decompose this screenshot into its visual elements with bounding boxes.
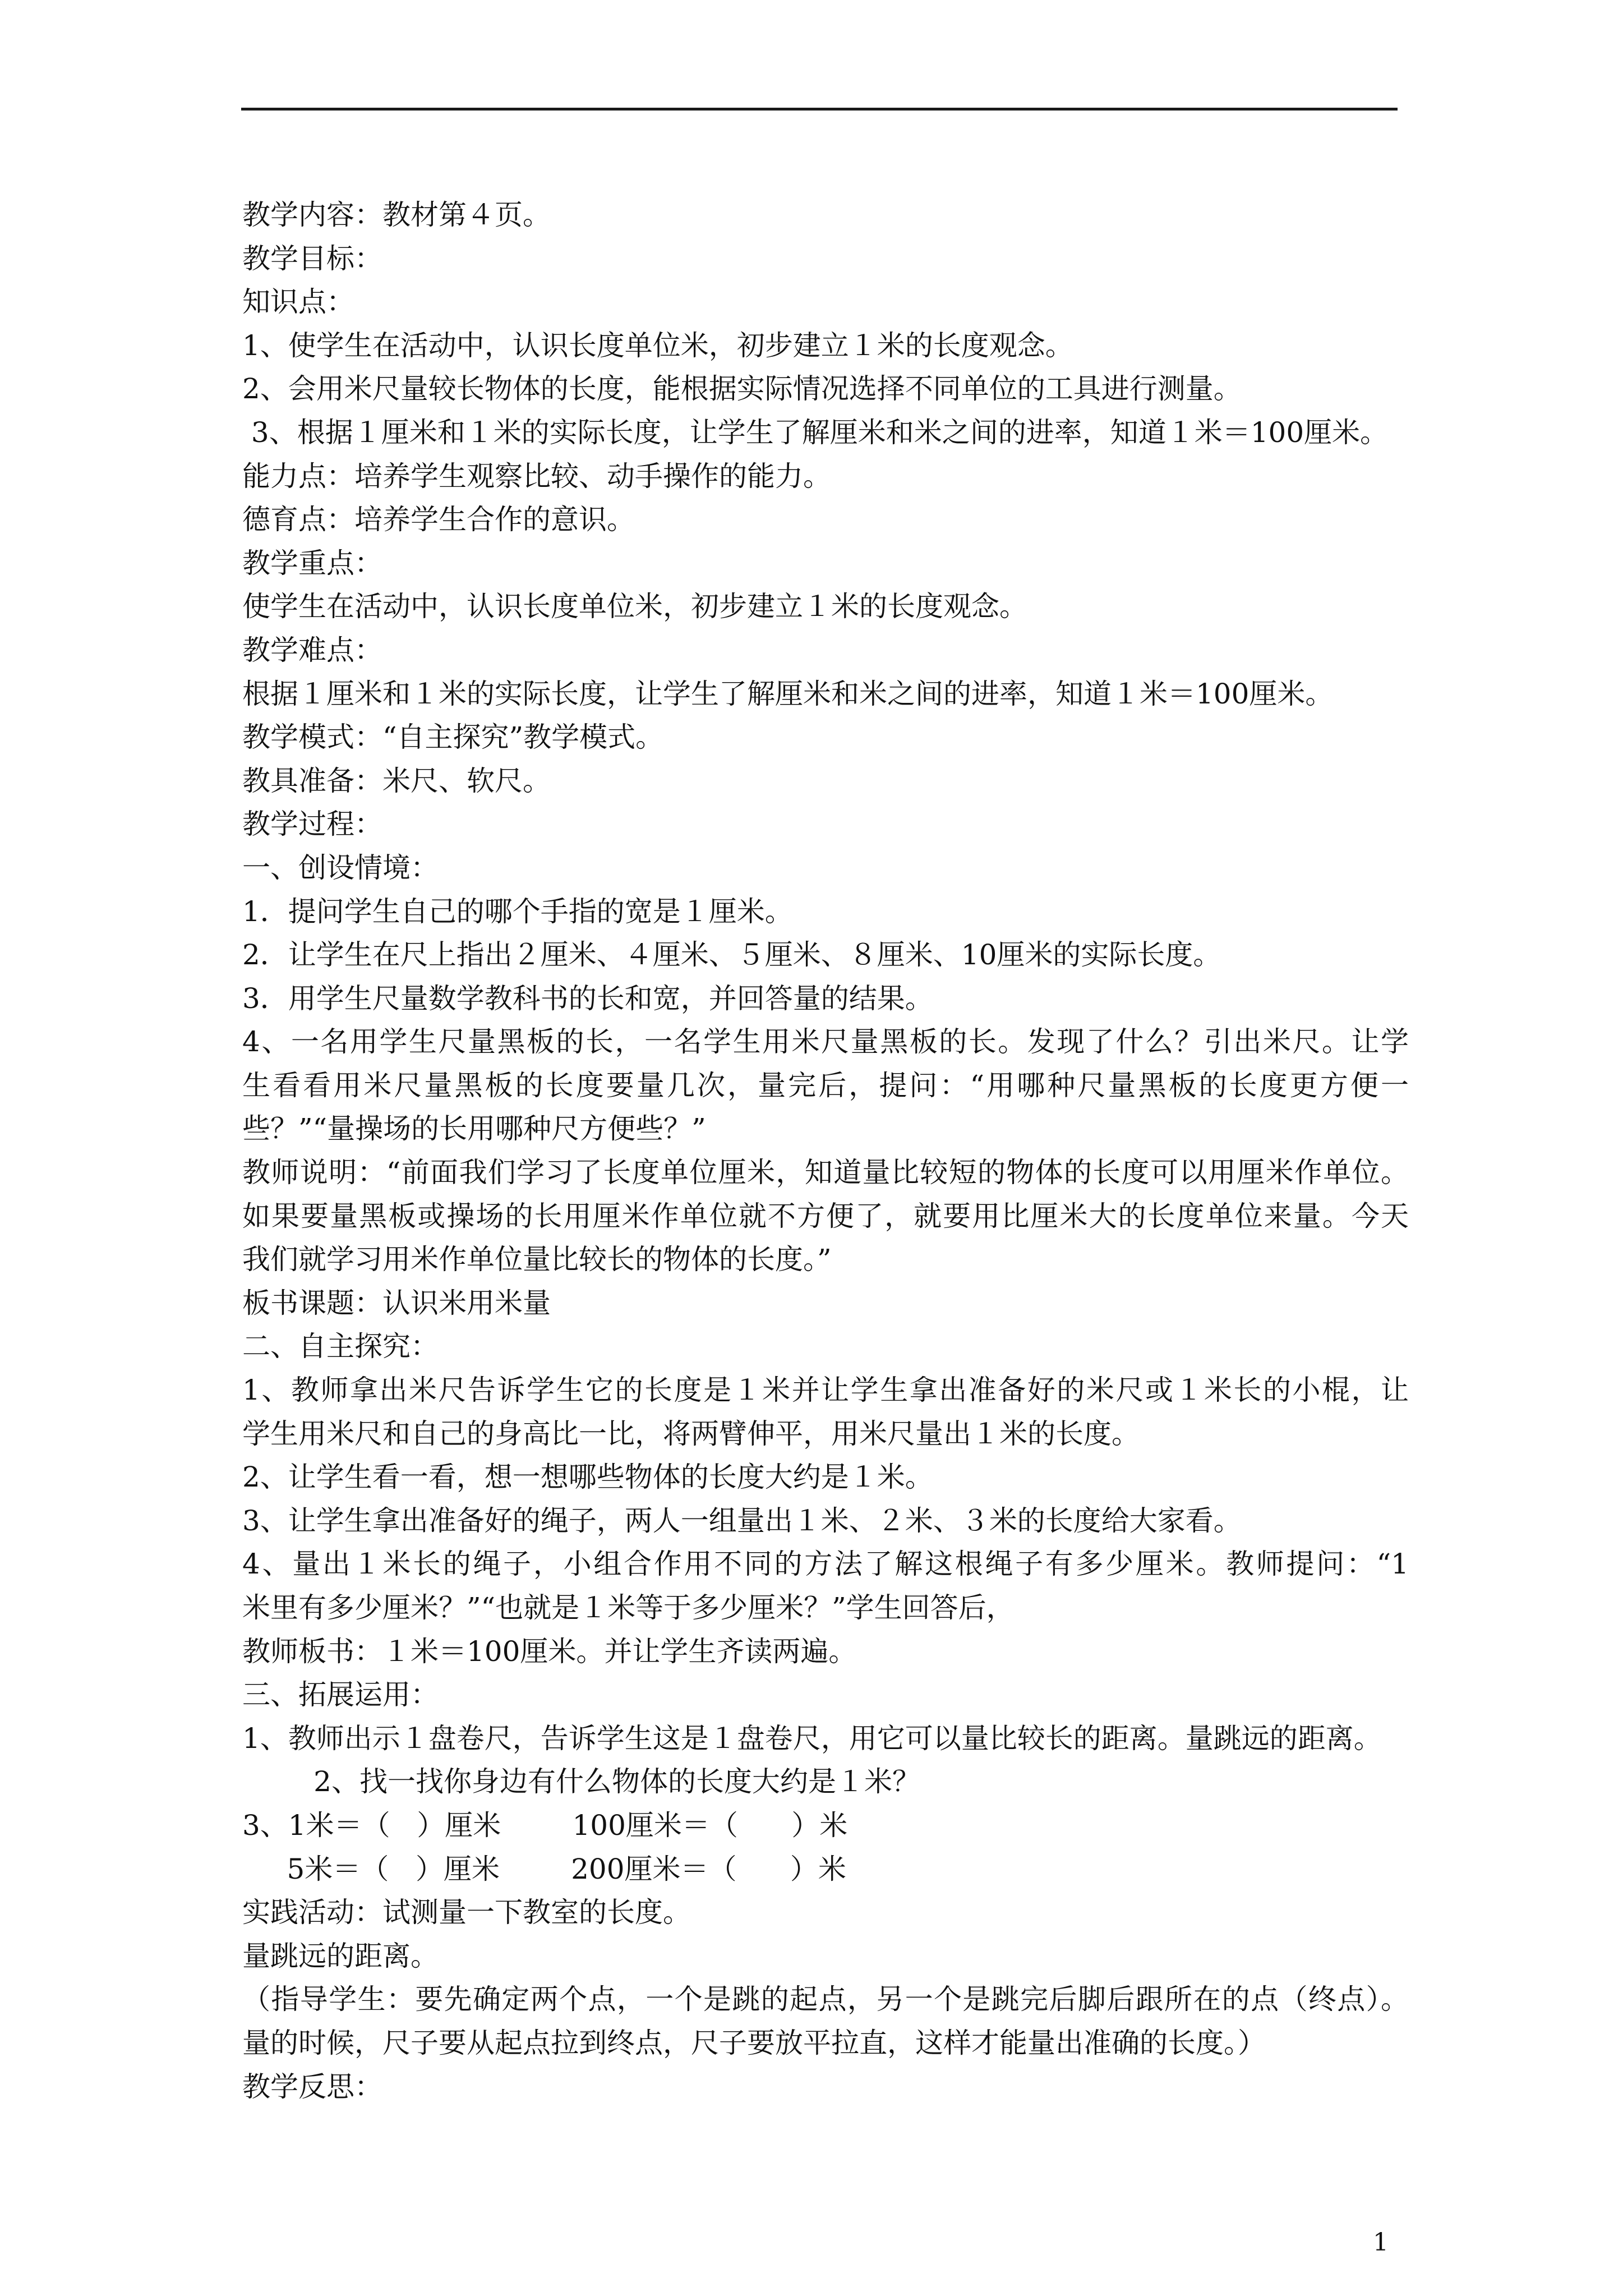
text-line: 米里有多少厘米？”“也就是１米等于多少厘米？”学生回答后，: [242, 1591, 1015, 1624]
text-line: 2．让学生在尺上指出２厘米、４厘米、５厘米、８厘米、10厘米的实际长度。: [242, 938, 1221, 972]
text-line: 教学难点：: [242, 633, 382, 666]
text-line: 教学模式：“自主探究”教学模式。: [242, 721, 664, 754]
text-line: 1、教师出示１盘卷尺，告诉学生这是１盘卷尺，用它可以量比较长的距离。量跳远的距离。: [242, 1722, 1382, 1755]
text-line: 教学目标：: [242, 242, 382, 275]
text-line: 学生用米尺和自己的身高比一比，将两臂伸平，用米尺量出１米的长度。: [242, 1417, 1140, 1450]
text-line: 3、1米＝（ ）厘米 100厘米＝（ ）米: [242, 1809, 848, 1842]
text-line: 使学生在活动中，认识长度单位米，初步建立１米的长度观念。: [242, 590, 1027, 623]
text-line: 二、自主探究：: [242, 1330, 439, 1363]
text-line: 量的时候，尺子要从起点拉到终点，尺子要放平拉直，这样才能量出准确的长度。）: [242, 2026, 1266, 2059]
text-line: 教学重点：: [242, 546, 382, 579]
header-rule: [241, 108, 1398, 111]
text-line: 教学过程：: [242, 808, 382, 841]
text-line: 教师说明：“前面我们学习了长度单位厘米，知道量比较短的物体的长度可以用厘米作单位。: [242, 1156, 1409, 1189]
text-line: 2、找一找你身边有什么物体的长度大约是１米？: [242, 1765, 920, 1798]
text-line: 2、让学生看一看，想一想哪些物体的长度大约是１米。: [242, 1461, 933, 1494]
text-line: 根据１厘米和１米的实际长度，让学生了解厘米和米之间的进率，知道１米＝100厘米。: [242, 677, 1334, 710]
text-line: （指导学生：要先确定两个点，一个是跳的起点，另一个是跳完后脚后跟所在的点（终点）。: [242, 1983, 1409, 2016]
text-line: 教具准备：米尺、软尺。: [242, 764, 551, 797]
text-line: 我们就学习用米作单位量比较长的物体的长度。”: [242, 1243, 832, 1276]
text-line: 1．提问学生自己的哪个手指的宽是１厘米。: [242, 895, 793, 928]
text-line: 3．用学生尺量数学教科书的长和宽，并回答量的结果。: [242, 982, 933, 1015]
text-line: 4、量出１米长的绳子，小组合作用不同的方法了解这根绳子有多少厘米。教师提问：“1: [242, 1548, 1409, 1581]
text-line: 3、根据１厘米和１米的实际长度，让学生了解厘米和米之间的进率，知道１米＝100厘米。: [242, 416, 1389, 449]
text-line: 板书课题：认识米用米量: [242, 1286, 551, 1319]
text-line: 教学反思：: [242, 2070, 382, 2103]
text-line: 一、创设情境：: [242, 851, 439, 884]
text-line: 3、让学生拿出准备好的绳子，两人一组量出１米、２米、３米的长度给大家看。: [242, 1504, 1242, 1537]
text-line: 能力点：培养学生观察比较、动手操作的能力。: [242, 459, 831, 493]
text-line: 德育点：培养学生合作的意识。: [242, 503, 635, 536]
text-line: 教学内容：教材第４页。: [242, 199, 551, 231]
text-line: 教师板书：１米＝100厘米。并让学生齐读两遍。: [242, 1635, 857, 1668]
text-line: 实践活动：试测量一下教室的长度。: [242, 1896, 691, 1929]
text-line: 些？”“量操场的长用哪种尺方便些？”: [242, 1112, 706, 1145]
text-line: 1、教师拿出米尺告诉学生它的长度是１米并让学生拿出准备好的米尺或１米长的小棍，让: [242, 1374, 1409, 1407]
text-line: 量跳远的距离。: [242, 1939, 439, 1972]
text-line: 1、使学生在活动中，认识长度单位米，初步建立１米的长度观念。: [242, 329, 1073, 362]
page-number: 1: [1373, 2228, 1389, 2257]
text-line: 5米＝（ ）厘米 200厘米＝（ ）米: [242, 1852, 846, 1885]
text-line: 生看看用米尺量黑板的长度要量几次，量完后，提问：“用哪种尺量黑板的长度更方便一: [242, 1069, 1409, 1102]
text-line: 三、拓展运用：: [242, 1678, 439, 1711]
text-line: 2、会用米尺量较长物体的长度，能根据实际情况选择不同单位的工具进行测量。: [242, 372, 1242, 406]
text-line: 如果要量黑板或操场的长用厘米作单位就不方便了，就要用比厘米大的长度单位来量。今天: [242, 1199, 1409, 1232]
document-body: [242, 194, 1409, 2109]
text-line: 知识点：: [242, 286, 354, 319]
text-line: 4、一名用学生尺量黑板的长，一名学生用米尺量黑板的长。发现了什么？引出米尺。让学: [242, 1025, 1409, 1059]
